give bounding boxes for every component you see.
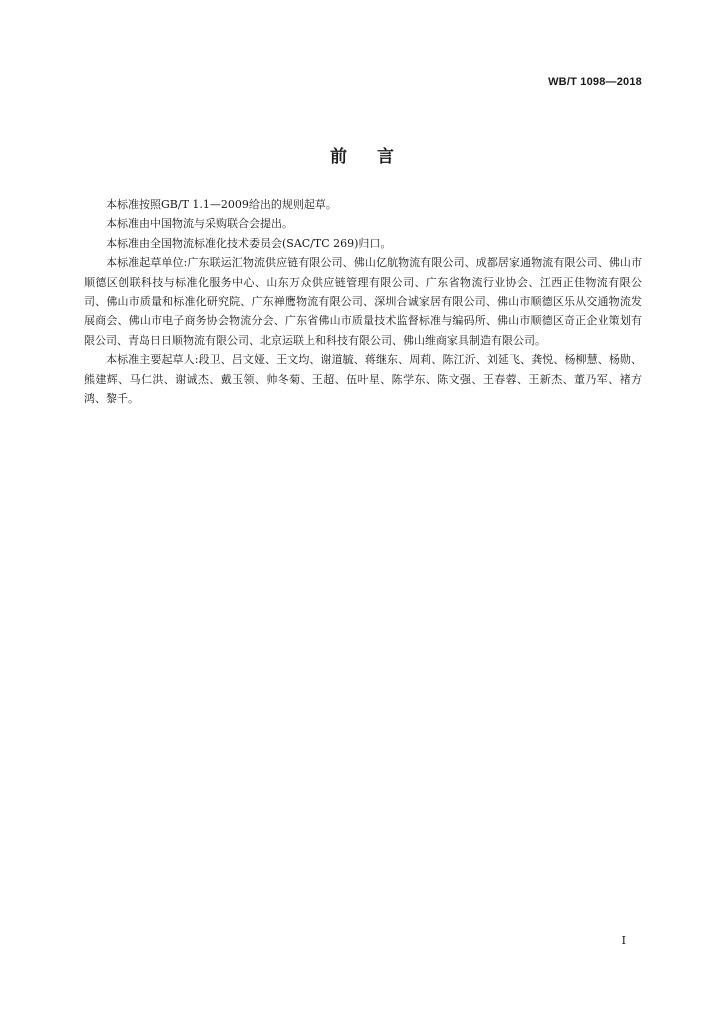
title-char-1: 前: [330, 147, 347, 167]
paragraph-proposed-by: 本标准由中国物流与采购联合会提出。: [106, 217, 293, 231]
standard-code: WB/T 1098—2018: [548, 76, 642, 88]
paragraph-drafting-organizations: 本标准起草单位:广东联运汇物流供应链有限公司、佛山亿航物流有限公司、成都居家通物流有限公司、佛山市顺德区创联科技与标准化服务中心、山东万众供应链管理有限公司、广东省物流行业协会、江西正佳物流有限公司、佛山市质量和标准化研究院、广东禅鹰物流有限公司、深圳合诚家居有限公司、佛山市顺德区乐从交通物流发展商会、佛山市电子商务协会物流分会、广东省佛山市质量技术监督标准与编码所、佛山市顺德区奇正企业策划有限公司、青岛日日顺物流有限公司、北京运联上和科技有限公司、佛山维商家具制造有限公司。: [84, 256, 642, 347]
title-char-2: 言: [377, 147, 394, 167]
page-title: [0, 142, 724, 167]
page-number: I: [621, 934, 626, 947]
paragraph-administered-by: 本标准由全国物流标准化技术委员会(SAC/TC 269)归口。: [106, 236, 392, 250]
foreword-body: [84, 195, 642, 408]
paragraph-drafting-rules: 本标准按照GB/T 1.1—2009给出的规则起草。: [106, 198, 337, 211]
paragraph-main-drafters: 本标准主要起草人:段卫、吕文娅、王文均、谢道毓、蒋继东、周莉、陈江沂、刘延飞、龚悦、杨柳慧、杨勋、熊建辉、马仁洪、谢诚杰、戴玉领、帅冬菊、王超、伍叶星、陈学东、陈文强、王春蓉、王新杰、董乃军、褚方鸿、黎千。: [84, 353, 642, 406]
